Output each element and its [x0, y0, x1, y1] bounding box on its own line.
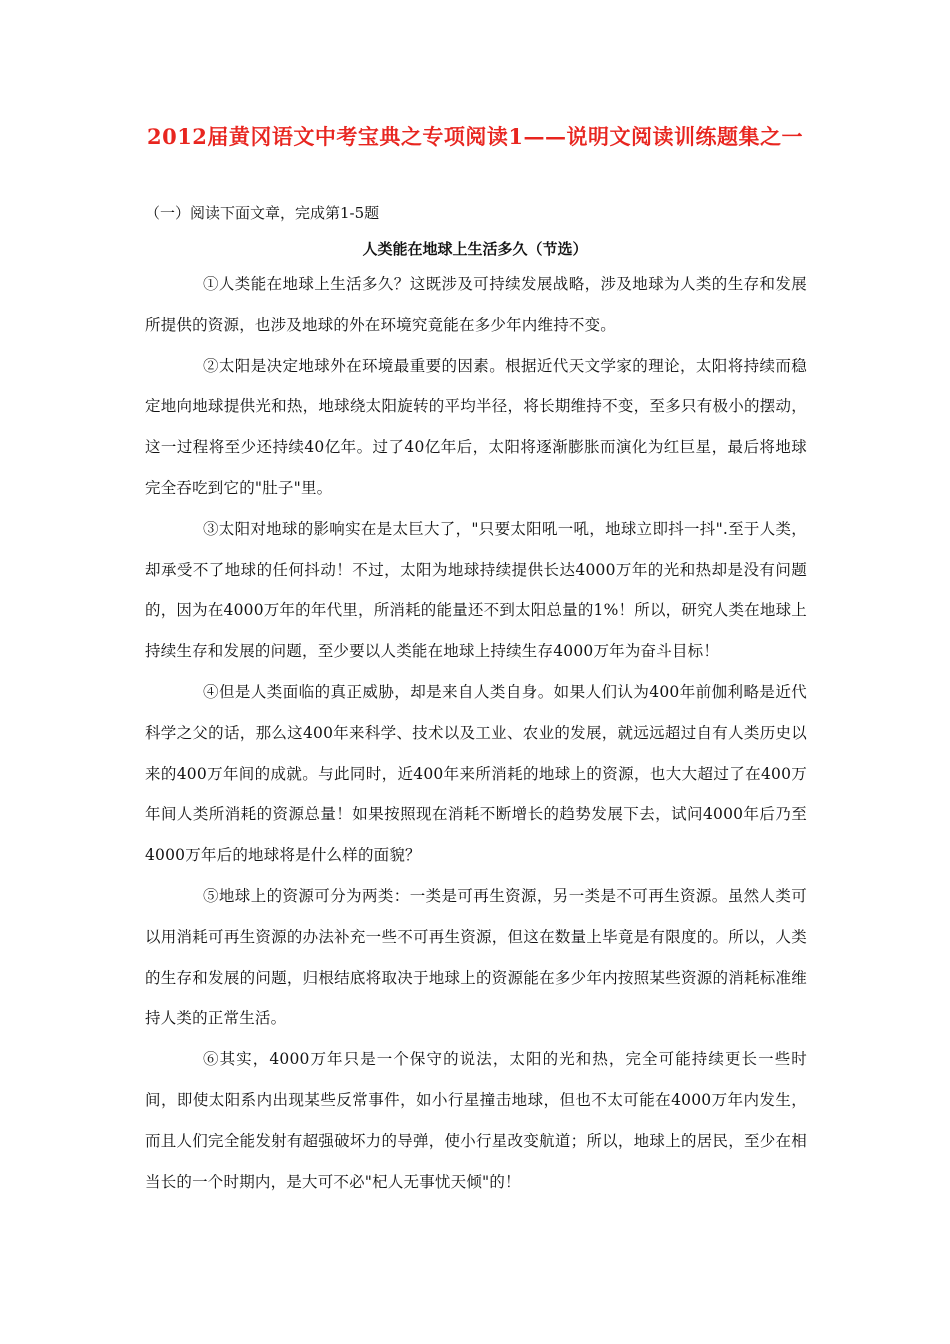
paragraph-3: ③太阳对地球的影响实在是太巨大了，"只要太阳吼一吼，地球立即抖一抖".至于人类，却承受不了地球的任何抖动！不过，太阳为地球持续提供长达4000万年的光和热却是没有问题的，因为在4000万年的年代里，所消耗的能量还不到太阳总量的1%！所以，研究人类在地球上持续生存和发展的问题，至少要以人类能在地球上持续生存4000万年为奋斗目标！: [145, 519, 807, 661]
paragraph-6: ⑥其实，4000万年只是一个保守的说法，太阳的光和热，完全可能持续更长一些时间，即使太阳系内出现某些反常事件，如小行星撞击地球，但也不太可能在4000万年内发生，而且人们完全能发射有超强破坏力的导弹，使小行星改变航道；所以，地球上的居民，至少在相当长的一个时期内，是大可不必"杞人无事忧天倾"的！: [145, 1050, 807, 1191]
article-title: 人类能在地球上生活多久（节选）: [362, 240, 588, 258]
paragraph-1: ①人类能在地球上生活多久？这既涉及可持续发展战略，涉及地球为人类的生存和发展所提供的资源，也涉及地球的外在环境究竟能在多少年内维持不变。: [145, 275, 807, 334]
paragraph-2: ②太阳是决定地球外在环境最重要的因素。根据近代天文学家的理论，太阳将持续而稳定地向地球提供光和热，地球绕太阳旋转的平均半径，将长期维持不变，至多只有极小的摆动，这一过程将至少还持续40亿年。过了40亿年后，太阳将逐渐膨胀而演化为红巨星，最后将地球完全吞吃到它的"肚子"里。: [145, 356, 807, 497]
paragraph-4: ④但是人类面临的真正威胁，却是来自人类自身。如果人们认为400年前伽利略是近代科学之父的话，那么这400年来科学、技术以及工业、农业的发展，就远远超过自有人类历史以来的400万年间的成就。与此同时，近400年来所消耗的地球上的资源，也大大超过了在400万年间人类所消耗的资源总量！如果按照现在消耗不断增长的趋势发展下去，试问4000年后乃至4000万年后的地球将是什么样的面貌？: [145, 682, 807, 865]
reading-instruction: （一）阅读下面文章，完成第1-5题: [145, 204, 380, 222]
document-title: 2012届黄冈语文中考宝典之专项阅读1——说明文阅读训练题集之一: [146, 124, 804, 149]
article-body: [145, 264, 807, 1202]
paragraph-5: ⑤地球上的资源可分为两类：一类是可再生资源，另一类是不可再生资源。虽然人类可以用消耗可再生资源的办法补充一些不可再生资源，但这在数量上毕竟是有限度的。所以，人类的生存和发展的问题，归根结底将取决于地球上的资源能在多少年内按照某些资源的消耗标准维持人类的正常生活。: [145, 886, 807, 1028]
